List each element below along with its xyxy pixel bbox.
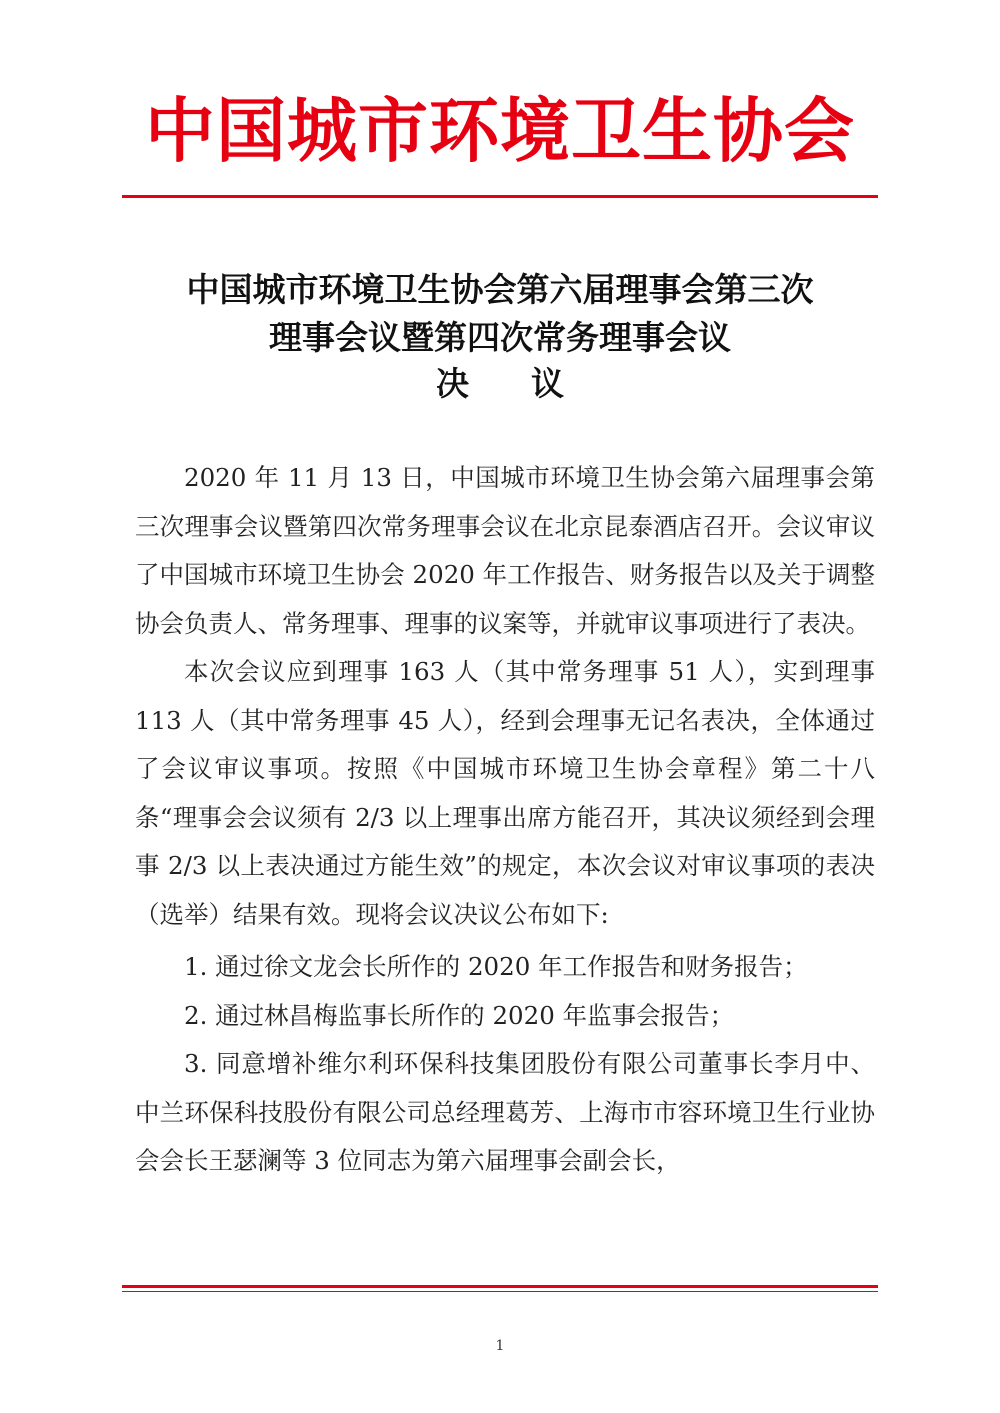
footer-red-rule-thin: [122, 1291, 878, 1292]
letterhead-red-rule: [122, 195, 878, 198]
document-title-line-3: [100, 360, 900, 408]
letterhead-org-name: 中国城市环境卫生协会: [145, 89, 855, 172]
resolution-item-3: 3. 同意增补维尔利环保科技集团股份有限公司董事长李月中、中兰环保科技股份有限公司总经理葛芳、上海市市容环境卫生行业协会会长王瑟澜等 3 位同志为第六届理事会副会长，: [135, 1049, 875, 1175]
document-title-line-2: 理事会议暨第四次常务理事会议: [269, 318, 731, 357]
footer-red-rule-thick: [122, 1285, 878, 1288]
document-title-line-1: 中国城市环境卫生协会第六届理事会第三次: [186, 270, 814, 309]
resolution-item-2: 2. 通过林昌梅监事长所作的 2020 年监事会报告；: [184, 1000, 735, 1030]
title-word-yi: 议: [531, 364, 564, 403]
resolution-item-1: 1. 通过徐文龙会长所作的 2020 年工作报告和财务报告；: [184, 952, 808, 981]
title-word-jue: 决: [436, 364, 469, 403]
paragraph-attendance: 本次会议应到理事 163 人（其中常务理事 51 人），实到理事 113 人（其中常务理事 45 人），经到会理事无记名表决，全体通过了会议审议事项。按照《中国城市环境卫生协会章程》第二十八条“理事会会议须有 2/3 以上理事出席方能召开，其决议须经到会理事 2/3 以上表决通过方能生效”的规定，本次会议对审议事项的表决（选举）结果有效。现将会议决议公布如下:: [135, 657, 875, 929]
paragraph-meeting-intro: 2020 年 11 月 13 日，中国城市环境卫生协会第六届理事会第三次理事会议暨第四次常务理事会议在北京昆泰酒店召开。会议审议了中国城市环境卫生协会 2020 年工作报告、财务报告以及关于调整协会负责人、常务理事、理事的议案等，并就审议事项进行了表决。: [135, 463, 875, 638]
body-text: [135, 454, 875, 1186]
page-number: 1: [495, 1338, 505, 1354]
